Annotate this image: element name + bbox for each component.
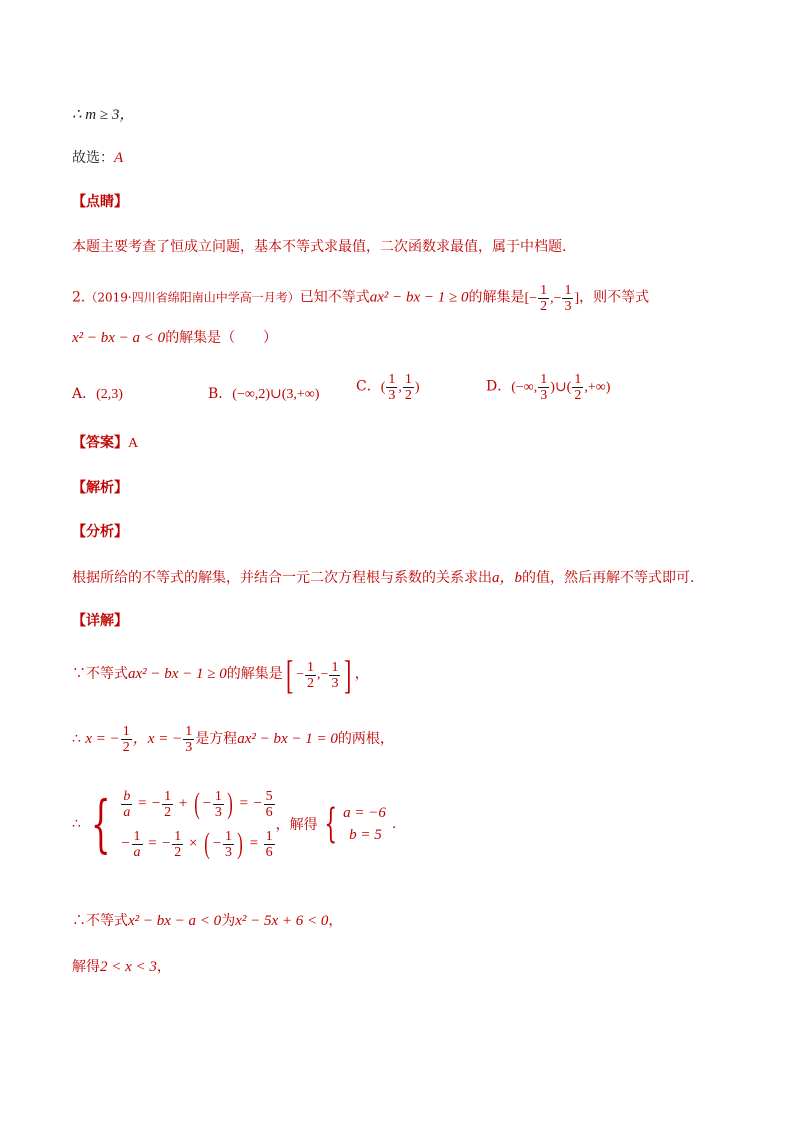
- option-a-value: (2,3): [96, 387, 123, 402]
- q2-ineq1: ax² − bx − 1 ≥ 0: [369, 289, 469, 306]
- fenxi-text-1: 根据所给的不等式的解集，并结合一元二次方程根与系数的关系求出: [72, 570, 492, 586]
- option-c[interactable]: [356, 372, 420, 403]
- q2-solset: 的解集是: [468, 289, 525, 306]
- step1-ineq: ax² − bx − 1 ≥ 0: [128, 666, 227, 683]
- step5-ineq: 2 < x < 3: [100, 959, 157, 975]
- dianjing-label: 【点睛】: [72, 194, 128, 210]
- step3-result: [343, 802, 386, 846]
- q2-interval: [− $\frac{1}{2}$ ,− $\frac{1}{3}$ ]: [524, 283, 580, 314]
- step3-end: .: [391, 816, 397, 832]
- option-c-value: ( $\frac{1}{3}$ , $\frac{1}{2}$ ): [380, 372, 420, 403]
- step4-end: ，: [328, 913, 343, 929]
- option-a-label: A．: [72, 386, 97, 402]
- fenxi-vars: a，b: [492, 570, 523, 586]
- step5-end: ，: [156, 959, 171, 975]
- step4-ineq2: x² − 5x + 6 < 0: [235, 913, 329, 929]
- q2-ask: 的解集是（ ）: [165, 330, 278, 346]
- step1-interval: [ − $\frac{1}{2}$ ,− $\frac{1}{3}$ ]: [285, 652, 352, 697]
- step-1-line: [72, 652, 369, 697]
- option-d-value: (−∞, $\frac{1}{3}$ )∪( $\frac{1}{2}$ ,+∞): [511, 372, 611, 403]
- option-c-label: C．: [356, 378, 381, 395]
- fenxi-text: [72, 566, 694, 587]
- option-d[interactable]: [486, 372, 610, 403]
- dianjing-text: 本题主要考查了恒成立问题，基本不等式求最值，二次函数求最值，属于中档题.: [72, 239, 567, 255]
- q2-source: （2019·四川省绵阳南山中学高一月考）: [85, 290, 300, 305]
- step3-a: a = −6: [343, 805, 386, 821]
- step2-therefore: ∴: [72, 730, 81, 747]
- option-b-value: (−∞,2)∪(3,+∞): [232, 387, 320, 402]
- step3-system: $\frac{b}{a}$ = − $\frac{1}{2}$ + ( − $\frac{1}{3}$ ) = − $\frac{5}{6}$ − $\frac{1}{a}$ = − $\frac{1}{2}$ × ( − $\frac{1}{3}$ ) = $\frac{1}{6}$: [120, 787, 273, 860]
- xiangjie-label: 【详解】: [72, 613, 128, 629]
- choose-label: 故选：: [72, 150, 114, 166]
- step3-solve: ，解得: [275, 817, 318, 833]
- answer-label: 【答案】: [72, 435, 128, 451]
- step5-text: 解得: [72, 959, 100, 975]
- question-2-line: [72, 283, 649, 314]
- step-4-line: [72, 910, 342, 930]
- answer-value: A: [128, 436, 139, 451]
- step2-is-roots: 是方程: [195, 730, 238, 747]
- step3-b: b = 5: [349, 827, 382, 843]
- step-3-line: ∴ { $\frac{b}{a}$ = − $\frac{1}{2}$ + ( − $\frac{1}{3}$ ) = − $\frac{5}{6}$ − $\frac{1}{a}$ = − $\frac{1}{2}$ × ( − $\frac{1}{3}$ ) = $\frac{1}{6}$ ，解得 { a = −6 b = 5 .: [72, 784, 396, 864]
- step-5-line: [72, 956, 171, 976]
- option-d-label: D．: [486, 378, 512, 395]
- step4-is: 为: [221, 913, 236, 929]
- fenxi-text-2: 的值，然后再解不等式即可.: [522, 570, 695, 586]
- step4-ineq: x² − bx − a < 0: [128, 913, 222, 929]
- fenxi-label: 【分析】: [72, 524, 128, 540]
- step1-end: ，: [354, 666, 369, 683]
- question-2-line-2: [72, 327, 277, 347]
- step2-end: 的两根，: [337, 730, 394, 747]
- answer-line: [72, 432, 138, 452]
- option-a[interactable]: [72, 383, 123, 403]
- step-2-line: [72, 724, 394, 755]
- q2-known: 已知不等式: [299, 289, 370, 306]
- option-b-label: B．: [208, 386, 233, 402]
- q2-ineq2: x² − bx − a < 0: [72, 330, 166, 346]
- choose-line: [72, 147, 123, 167]
- therefore-m-line: [72, 103, 134, 124]
- step1-solset: 的解集是: [226, 666, 283, 683]
- q2-number: 2.: [72, 289, 86, 306]
- step2-eq: ax² − bx − 1 = 0: [237, 730, 338, 747]
- jiexi-label: 【解析】: [72, 480, 128, 496]
- step4-text: ∴不等式: [72, 913, 128, 929]
- step3-therefore: ∴: [72, 816, 81, 832]
- option-b[interactable]: [208, 383, 319, 403]
- therefore-m-text: ∴ m ≥ 3，: [72, 107, 135, 123]
- choose-answer: A: [114, 150, 124, 166]
- step1-because: ∵不等式: [72, 666, 128, 683]
- q2-then: ，则不等式: [579, 289, 650, 306]
- step2-roots: x = − $\frac{1}{2}$ ，x = − $\frac{1}{3}$: [85, 724, 193, 755]
